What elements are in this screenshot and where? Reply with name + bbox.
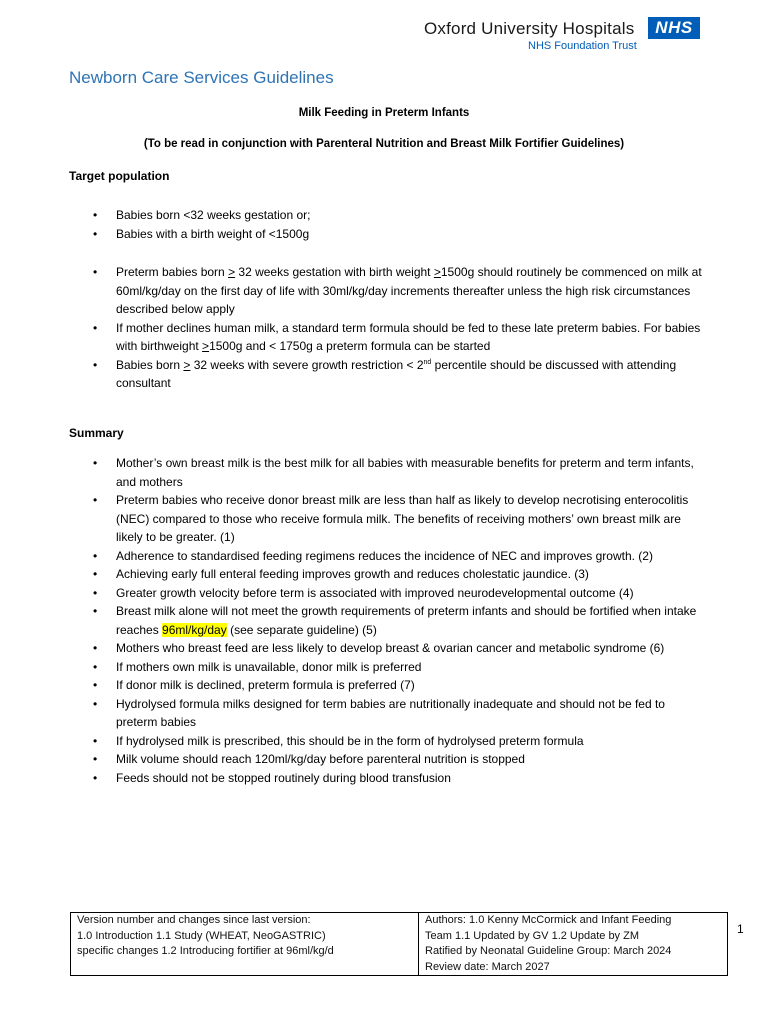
list-item: • Preterm babies who receive donor breast milk are less than half as likely to develop necrotising enterocolitis (NEC) compared to those who receive formula milk. The benefits of receiving mothers’ own breast milk are likely to be greater. (1) [116, 491, 706, 547]
org-name: Oxford University Hospitals [424, 19, 635, 38]
list-item: • Adherence to standardised feeding regimens reduces the incidence of NEC and improves growth. (2) [116, 547, 706, 566]
list-item: • Babies born <32 weeks gestation or; [116, 206, 706, 225]
highlighted-value: 96ml/kg/day [162, 622, 227, 637]
page-number: 1 [737, 922, 744, 936]
list-item: • If mother declines human milk, a standard term formula should be fed to these late preterm babies. For babies with birthweight >1500g and < 1750g a preterm formula can be started [116, 319, 706, 356]
target-population-list-2 [116, 263, 706, 393]
list-item: • Breast milk alone will not meet the growth requirements of preterm infants and should be fortified when intake reaches 96ml/kg/day (see separate guideline) (5) [116, 602, 706, 639]
list-item: • Babies born > 32 weeks with severe growth restriction < 2nd percentile should be discussed with attending consultant [116, 356, 706, 393]
list-item: • If hydrolysed milk is prescribed, this should be in the form of hydrolysed preterm formula [116, 732, 706, 751]
list-item: • If donor milk is declined, preterm formula is preferred (7) [116, 676, 706, 695]
list-item: • Greater growth velocity before term is associated with improved neurodevelopmental outcome (4) [116, 584, 706, 603]
list-item: • Hydrolysed formula milks designed for term babies are nutritionally inadequate and should not be fed to preterm babies [116, 695, 706, 732]
footer-version-table [70, 912, 728, 976]
nhs-logo: NHS [648, 17, 700, 39]
doc-heading: Newborn Care Services Guidelines [69, 68, 334, 87]
list-item: • Milk volume should reach 120ml/kg/day before parenteral nutrition is stopped [116, 750, 706, 769]
org-subtitle: NHS Foundation Trust [528, 40, 637, 52]
page-subtitle: (To be read in conjunction with Parenteral Nutrition and Breast Milk Fortifier Guidelines) [143, 138, 625, 150]
list-item: • Mother’s own breast milk is the best milk for all babies with measurable benefits for preterm and term infants, and mothers [116, 454, 706, 491]
authors-cell: Authors: 1.0 Kenny McCormick and Infant Feeding Team 1.1 Updated by GV 1.2 Update by ZM Ratified by Neonatal Guideline Group: March 2024 Review date: March 2027 [419, 913, 728, 976]
list-item: • Feeds should not be stopped routinely during blood transfusion [116, 769, 706, 788]
summary-label: Summary [69, 426, 124, 440]
list-item: • Preterm babies born > 32 weeks gestation with birth weight >1500g should routinely be commenced on milk at 60ml/kg/day on the first day of life with 30ml/kg/day increments thereafter unless the high risk circumstances described below apply [116, 263, 706, 319]
page-title: Milk Feeding in Preterm Infants [298, 107, 470, 119]
list-item: • If mothers own milk is unavailable, donor milk is preferred [116, 658, 706, 677]
target-population-list-1 [116, 206, 706, 243]
target-population-label: Target population [69, 169, 170, 183]
list-item: • Mothers who breast feed are less likely to develop breast & ovarian cancer and metabolic syndrome (6) [116, 639, 706, 658]
list-item: • Babies with a birth weight of <1500g [116, 225, 706, 244]
version-history-cell: Version number and changes since last version: 1.0 Introduction 1.1 Study (WHEAT, NeoGASTRIC) specific changes 1.2 Introducing fortifier at 96ml/kg/d [71, 913, 419, 976]
summary-list [116, 454, 706, 787]
list-item: • Achieving early full enteral feeding improves growth and reduces cholestatic jaundice. (3) [116, 565, 706, 584]
